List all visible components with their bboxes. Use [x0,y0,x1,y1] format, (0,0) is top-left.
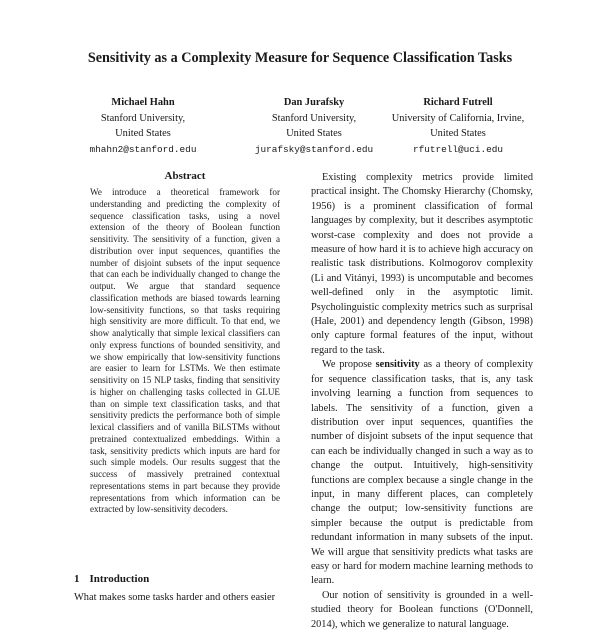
right-column [311,171,533,632]
author-name: Richard Futrell [423,97,493,108]
author-name: Michael Hahn [111,97,175,108]
author-country: United States [115,128,171,139]
paragraph: Our notion of sensitivity is grounded in a well-studied theory for Boolean functions (O'Donnell, 2014), which we generalize to natural language. [311,589,533,630]
abstract-text: We introduce a theoretical framework for understanding and predicting the complexity of sequence classification tasks, using a novel extension of the theory of Boolean function sensitivity. The sensitivity of a function, given a distribution over input sequences, quantifies the number of disjoint subsets of the input sequence that can each be individually changed to change the output. We argue that standard sequence classification methods are biased towards learning low-sensitivity functions, so that tasks requiring high sensitivity are more difficult. To that end, we show analytically that simple lexical classifiers can only express functions of bounded sensitivity, and we show empirically that low-sensitivity functions are easier to learn for LSTMs. We then estimate sensitivity on 15 NLP tasks, finding that sensitivity is higher on challenging tasks collected in GLUE than on simple text classification tasks, and that sensitivity predicts the performance both of simple lexical classifiers and of vanilla BiLSTMs without pretrained contextualized embeddings. Within a task, sensitivity predicts which inputs are hard for such simple models. Our results suggest that the success of massively pretrained contextual representations stems in part because they provide representations from which information can be extracted by low-sensitivity decoders. [90,187,280,515]
author-block [58,95,228,157]
paper-title: Sensitivity as a Complexity Measure for Sequence Classification Tasks [87,50,513,66]
author-affiliation: Stanford University, [100,112,186,124]
author-affiliation: Stanford University, [271,112,357,124]
text-run: as a theory of complexity for sequence classification tasks, that is, any task involving learning a function from sequences to labels. The sensitivity of a function, given a distribution over input sequences, quantifies the number of disjoint subsets of the input sequence that can each be individually changed in such a way as to change the output. Intuitively, high-sensitivity functions are complex because a single change in the input, in many different places, can completely change the output; low-sensitivity functions are simpler because the output is predictable from redundant information in many subsets of the input. We will argue that sensitivity predicts what tasks are easy or hard for modern machine learning methods to learn. [311,359,533,587]
section-heading [74,572,149,586]
term-emphasis: sensitivity [375,359,420,371]
author-country: United States [286,128,342,139]
text-run: We propose [322,359,376,371]
author-email: rfutrell@uci.edu [412,143,503,155]
paragraph: Existing complexity metrics provide limited practical insight. The Chomsky Hierarchy (Chomsky, 1956) is a prominent classification of formal languages by complexity, but it describes asymptotic worst-case complexity and does not provide a measure of how hard it is to achieve high accuracy on realistic task distributions. Kolmogorov complexity (Li and Vitányi, 1993) is uncomputable and becomes well-defined only in the asymptotic limit. Psycholinguistic complexity metrics such as surprisal (Hale, 2001) and dependency length (Gibson, 1998) only capture formal features of the input, without regard to the task. [311,172,533,356]
abstract-body [90,187,280,516]
author-name: Dan Jurafsky [283,97,345,108]
paragraph [311,358,533,589]
section-number: 1 [74,573,80,585]
introduction-first-line: What makes some tasks harder and others easier [74,592,276,603]
author-affiliation: University of California, Irvine, [391,112,525,124]
author-block [373,95,543,157]
abstract-heading: Abstract [164,170,206,182]
author-email: mhahn2@stanford.edu [89,143,197,155]
section-title: Introduction [89,573,150,585]
author-country: United States [430,128,486,139]
author-email: jurafsky@stanford.edu [254,143,374,155]
